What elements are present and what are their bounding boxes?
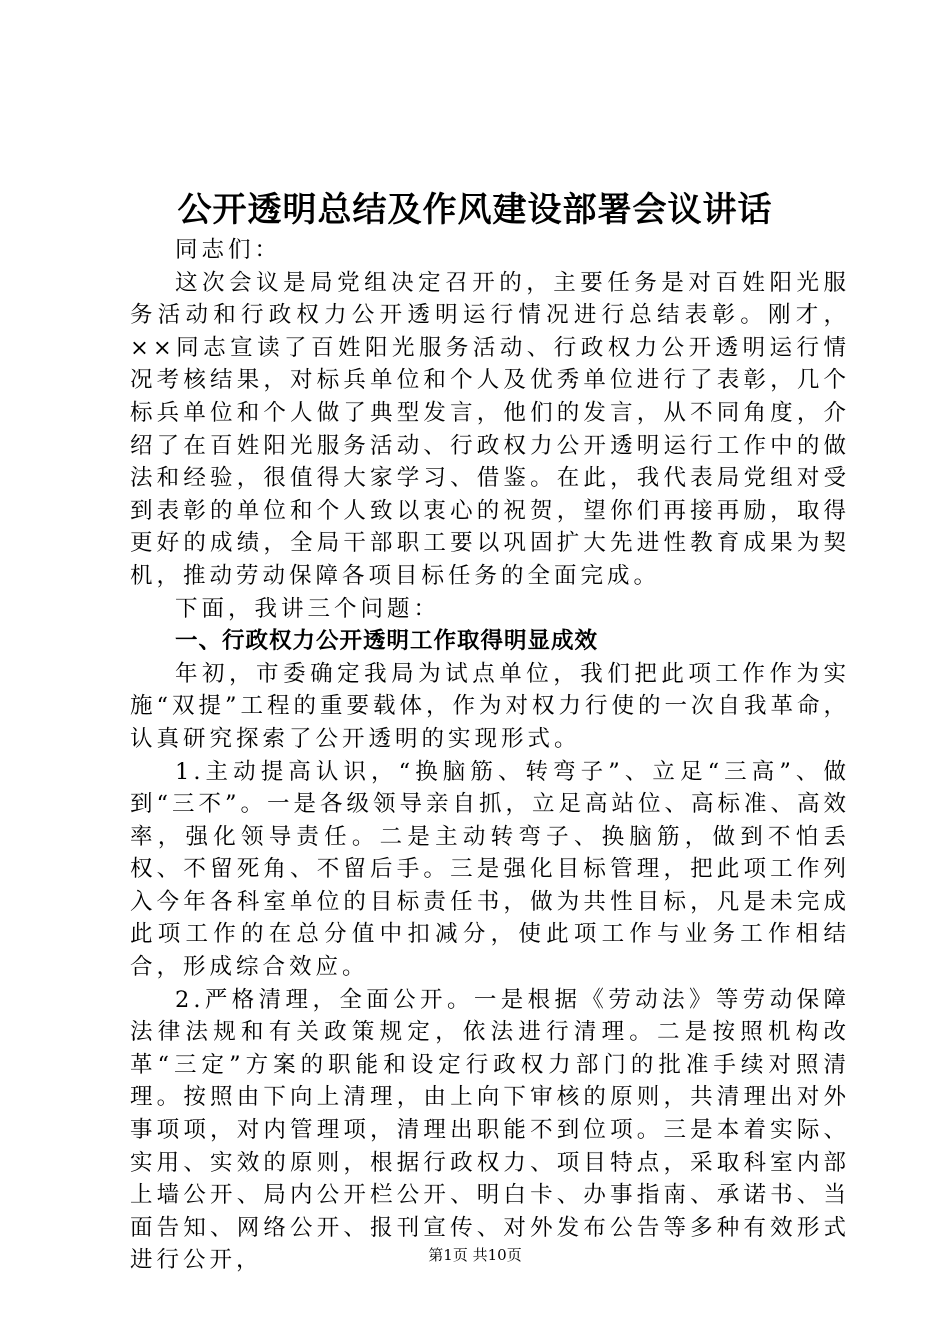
body-paragraph-section1-intro: 年初，市委确定我局为试点单位，我们把此项工作作为实施“双提”工程的重要载体，作为对权力行使的一次自我革命，认真研究探索了公开透明的实现形式。 — [130, 660, 851, 752]
body-paragraph-outline: 下面，我讲三个问题： — [175, 595, 441, 622]
page-footer: 第1页 共10页 — [428, 1246, 522, 1264]
salutation: 同志们： — [175, 237, 282, 263]
document-title: 公开透明总结及作风建设部署会议讲话 — [177, 190, 773, 230]
body-paragraph-point-2: 2.严格清理，全面公开。一是根据《劳动法》等劳动保障法律法规和有关政策规定，依法进行清理。二是按照机构改革“三定”方案的职能和设定行政权力部门的批准手续对照清理。按照由下向上清理，由上向下审核的原则，共清理出对外事项项，对内管理项，清理出职能不到位项。三是本着实际、实用、实效的原则，根据行政权力、项目特点，采取科室内部上墙公开、局内公开栏公开、明白卡、办事指南、承诺书、当面告知、网络公开、报刊宣传、对外发布公告等多种有效形式进行公开， — [130, 986, 850, 1274]
document-body — [130, 234, 850, 1277]
section-heading-1: 一、行政权力公开透明工作取得明显成效 — [175, 628, 599, 655]
body-paragraph-point-1: 1.主动提高认识，“换脑筋、转弯子”、立足“三高”、做到“三不”。一是各级领导亲自抓，立足高站位、高标准、高效率，强化领导责任。二是主动转弯子、换脑筋，做到不怕丢权、不留死角、不留后手。三是强化目标管理，把此项工作列入今年各科室单位的目标责任书，做为共性目标，凡是未完成此项工作的在总分值中扣减分，使此项工作与业务工作相结合，形成综合效应。 — [130, 758, 851, 981]
body-paragraph-intro: 这次会议是局党组决定召开的，主要任务是对百姓阳光服务活动和行政权力公开透明运行情况进行总结表彰。刚才，××同志宣读了百姓阳光服务活动、行政权力公开透明运行情况考核结果，对标兵单位和个人及优秀单位进行了表彰，几个标兵单位和个人做了典型发言，他们的发言，从不同角度，介绍了在百姓阳光服务活动、行政权力公开透明运行工作中的做法和经验，很值得大家学习、借鉴。在此，我代表局党组对受到表彰的单位和个人致以衷心的祝贺，望你们再接再励，取得更好的成绩，全局干部职工要以巩固扩大先进性教育成果为契机，推动劳动保障各项目标任务的全面完成。 — [130, 269, 850, 589]
